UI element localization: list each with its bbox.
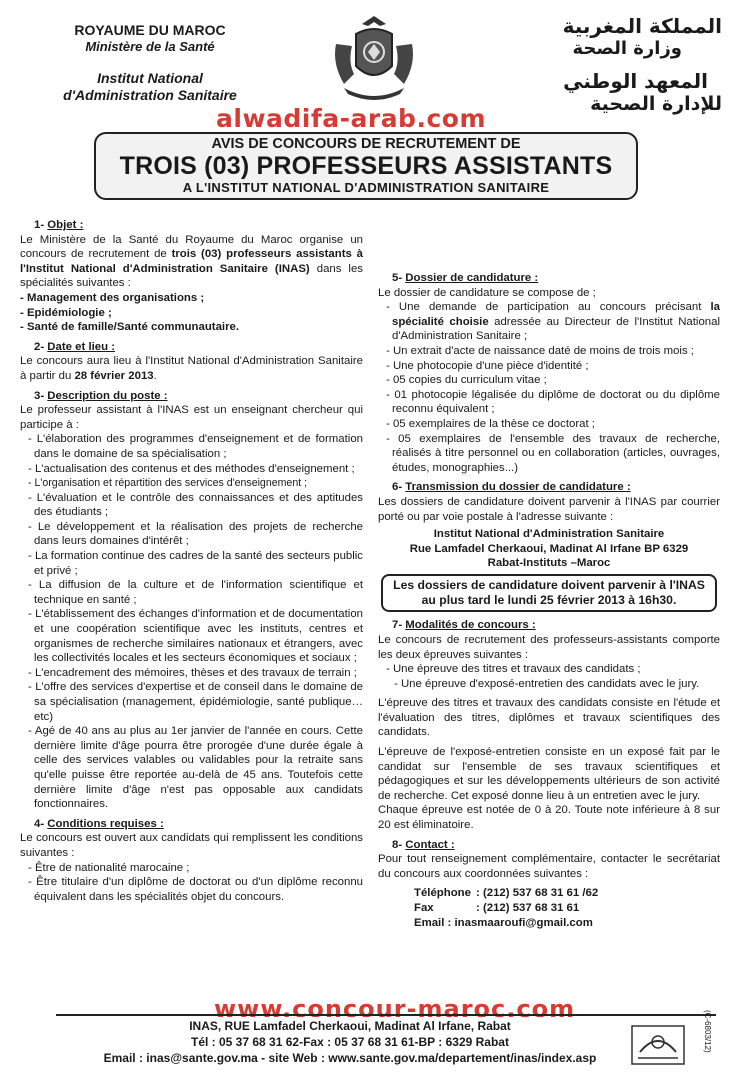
section-6-intro: Les dossiers de candidature doivent parvenir à l'INAS par courrier porté ou par voie postale à l'adresse suivante : (378, 495, 720, 523)
duty-item: - La formation continue des cadres de la santé des secteurs public et privé ; (28, 550, 363, 577)
title-line-1: AVIS DE CONCOURS DE RECRUTEMENT DE (211, 136, 521, 152)
watermark-bottom: www.concour-maroc.com (214, 995, 576, 1023)
dossier-item: - Un extrait d'acte de naissance daté de moins de trois mois ; (386, 344, 694, 357)
duty-item: - L'élaboration des programmes d'enseignement et de formation dans le domaine de sa spécialisation ; (28, 433, 363, 460)
duty-item: - La diffusion de la culture et de l'information scientifique et technique en santé ; (28, 579, 363, 606)
watermark-top: alwadifa-arab.com (216, 104, 486, 133)
moroccan-coat-of-arms-emblem (326, 14, 422, 106)
institute-logo-icon (628, 1022, 688, 1068)
kingdom-name: ROYAUME DU MAROC (74, 22, 226, 38)
duty-item: - L'encadrement des mémoires, thèses et des travaux de terrain ; (28, 666, 357, 679)
contact-fax: Fax : (212) 537 68 31 61 (414, 902, 580, 914)
section-7-para-1: L'épreuve des titres et travaux des candidats consiste en l'étude et l'évaluation des titres, diplômes et travaux scientifiques des candidats. (378, 697, 720, 739)
section-3-intro: Le professeur assistant à l'INAS est un enseignant chercheur qui participe à : (20, 404, 363, 431)
deadline-notice-box: Les dossiers de candidature doivent parvenir à l'INAS au plus tard le lundi 25 février 2013 à 16h30. (381, 574, 717, 612)
institute-name: Institut National d'Administration Sanitaire (63, 70, 237, 103)
section-4-intro: Le concours est ouvert aux candidats qui remplissent les conditions suivantes : (20, 832, 363, 859)
dossier-item: - Une photocopie d'une pièce d'identité ; (386, 359, 589, 372)
section-1-text: Le Ministère de la Santé du Royaume du Maroc organise un concours de recrutement de trois (03) professeurs assistants à l'Institut National d'Administration Sanitaire (INAS) dans les spécialités suivantes : (20, 233, 363, 290)
section-5-heading: 5- Dossier de candidature : (392, 272, 539, 284)
duty-item: - L'évaluation et le contrôle des connaissances et des aptitudes des étudiants ; (28, 491, 363, 519)
postal-address: Institut National d'Administration Sanitaire Rue Lamfadel Cherkaoui, Madinat Al Irfane BP 6329 Rabat-Instituts –Maroc (409, 528, 689, 569)
section-6-heading: 6- Transmission du dossier de candidature : (392, 481, 631, 494)
dossier-item: - 05 exemplaires de l'ensemble des travaux de recherche, réalisés à titre personnel ou en collaboration (articles, ouvrages, études, monographies...) (386, 432, 720, 474)
announcement-title-box (94, 132, 638, 200)
section-8-intro: Pour tout renseignement complémentaire, contacter le secrétariat du concours aux coordonnées suivantes : (378, 853, 720, 880)
condition-item: - Être de nationalité marocaine ; (28, 861, 190, 874)
dossier-item: - 05 exemplaires de la thèse ce doctorat ; (386, 417, 595, 430)
contact-email: Email : inasmaaroufi@gmail.com (414, 916, 593, 929)
duty-item: - L'organisation et répartition des services d'enseignement ; (28, 477, 308, 490)
condition-item: - Être titulaire d'un diplôme de doctorat ou d'un diplôme reconnu équivalent dans les spécialités objet du concours. (28, 876, 363, 903)
section-8-heading: 8- Contact : (392, 838, 455, 851)
section-7-heading: 7- Modalités de concours : (392, 619, 536, 632)
section-2-text: Le concours aura lieu à l'Institut National d'Administration Sanitaire à partir du 28 février 2013. (20, 355, 363, 382)
section-2-heading: 2- Date et lieu : (34, 340, 116, 353)
section-3-heading: 3- Description du poste : (34, 389, 168, 402)
publication-code: (C-6803/12) (703, 1010, 712, 1053)
left-column (20, 218, 363, 904)
contact-phone: Téléphone : (212) 537 68 31 61 /62 (414, 887, 599, 900)
dossier-item: - Une demande de participation au concours précisant la spécialité choisie adressée au Directeur de l'Institut National d'Administration Sanitaire ; (386, 301, 720, 343)
specialty-item: - Santé de famille/Santé communautaire. (20, 321, 240, 334)
header-right-arabic: المملكة المغربية وزارة الصحة المعهد الوطني للإدارة الصحية (562, 14, 722, 115)
title-line-3: A L'INSTITUT NATIONAL D'ADMINISTRATION SANITAIRE (182, 180, 550, 195)
right-column (378, 271, 720, 930)
dossier-item: - 01 photocopie légalisée du diplôme de doctorat ou du diplôme reconnu équivalent ; (386, 388, 720, 416)
duty-item: - L'actualisation des contenus et des méthodes d'enseignement ; (28, 462, 355, 475)
duty-item: - Le développement et la réalisation des projets de recherche dans leurs domaines d'intérêt ; (28, 520, 363, 548)
exam-item: - Une épreuve des titres et travaux des candidats ; (386, 663, 641, 676)
specialty-item: - Epidémiologie ; (20, 306, 112, 319)
duty-item: - Agé de 40 ans au plus au 1er janvier de l'année en cours. Cette dernière limite d'âge pourra être prorogée d'une durée égale à celle des services valables ou validables pour la retraite sans qu'elle puisse être reportée au-delà de 45 ans. Toutefois cette dernière limite d'âge n'est pas opposable aux candidats fonctionnaires. (28, 725, 363, 811)
header-left (30, 22, 270, 104)
dossier-item: - 05 copies du curriculum vitae ; (386, 374, 547, 387)
footer-address: INAS, RUE Lamfadel Cherkaoui, Madinat Al Irfane, Rabat Tél : 05 37 68 31 62-Fax : 05 37 68 31 61-BP : 6329 Rabat Email : inas@sante.gov.ma - site Web : www.sante.gov.ma/departement/inas/index.asp (103, 1019, 597, 1065)
exam-item: - Une épreuve d'exposé-entretien des candidats avec le jury. (394, 677, 700, 690)
ministry-name: Ministère de la Santé (85, 39, 215, 54)
section-7-para-3: Chaque épreuve est notée de 0 à 20. Toute note inférieure à 8 sur 20 est éliminatoire. (378, 804, 720, 832)
section-5-intro: Le dossier de candidature se compose de ; (378, 286, 596, 299)
title-line-2: TROIS (03) PROFESSEURS ASSISTANTS (119, 152, 613, 180)
footer-divider (56, 1014, 716, 1016)
section-7-para-2: L'épreuve de l'exposé-entretien consiste en un exposé fait par le candidat sur l'ensemble de ses travaux scientifiques et pédagogiques et sur les développements ultérieurs de son activité de recherche. Cet exposé donne lieu à un entretien avec le jury. (378, 746, 720, 802)
section-1-heading: 1- Objet : (34, 219, 84, 231)
duty-item: - L'offre des services d'expertise et de conseil dans le domaine de sa spécialisation (management, épidémiologie, santé publique…etc) (28, 681, 363, 723)
duty-item: - L'établissement des échanges d'information et de documentation et une coopération scientifique avec les instituts, centres et organismes de recherche similaires nationaux et étrangers, avec les collectivités locales et les secteurs économiques et sociaux ; (28, 608, 363, 665)
section-7-intro: Le concours de recrutement des professeurs-assistants comporte les deux épreuves suivantes : (378, 633, 720, 661)
section-4-heading: 4- Conditions requises : (34, 817, 164, 830)
specialty-item: - Management des organisations ; (20, 291, 205, 304)
